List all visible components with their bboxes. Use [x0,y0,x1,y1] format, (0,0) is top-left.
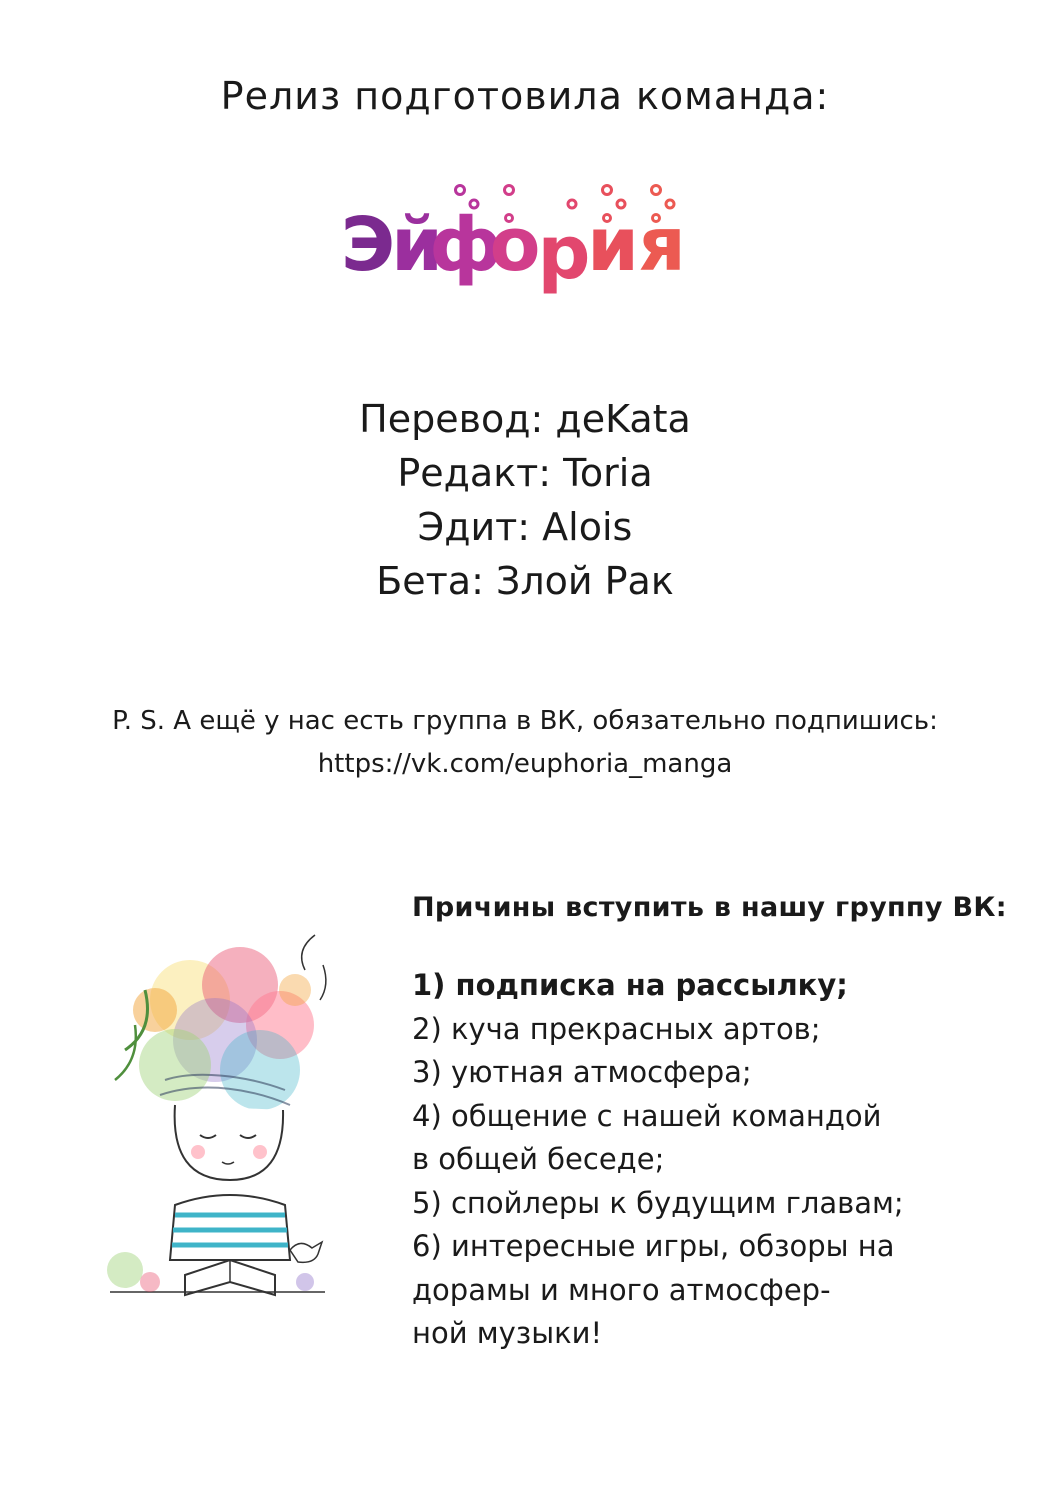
logo-letter: р [537,210,591,296]
logo-bubble [505,186,514,195]
credit-translation: Перевод: деKata [359,397,691,441]
reason-item: 5) спойлеры к будущим главам; [412,1185,904,1220]
reason-item: 3) уютная атмосфера; [412,1055,752,1089]
reason-item: дорамы и много атмосфер- [412,1272,831,1307]
ps-note [0,700,1050,786]
logo-bubble [568,200,576,208]
striped-shirt-icon [170,1195,290,1260]
credit-beta: Бета: Злой Рак [376,559,674,603]
logo-letter: ф [429,202,503,288]
floral-hair-icon [115,935,326,1110]
reason-item: ной музыки! [412,1316,603,1350]
credit-edit: Эдит: Alois [417,505,633,549]
logo-letter: о [489,202,541,288]
girl-face-icon [175,1105,283,1180]
logo-letter: й [391,202,443,288]
logo-bubble [603,186,612,195]
bird-icon [290,1242,322,1262]
logo-letter: и [587,202,639,288]
ps-text: P. S. А ещё у нас есть группа в ВК, обязательно подпишись: [112,706,938,736]
logo-bubble [456,186,465,195]
reason-item: 1) подписка на рассылку; [412,968,848,1002]
logo-bubble [652,186,661,195]
credit-editing: Редакт: Toria [397,451,653,495]
reasons-block [412,888,1022,1356]
girl-reading-illustration [95,930,340,1310]
euphoria-logo [340,170,710,310]
reasons-title: Причины вступить в нашу группу ВК: [412,892,1007,923]
reason-item: 4) общение с нашей командой [412,1098,882,1133]
release-heading: Релиз подготовила команда: [220,74,830,118]
credits-list [0,392,1050,608]
reason-item: в общей беседе; [412,1142,665,1176]
reason-item: 2) куча прекрасных артов; [412,1011,821,1046]
logo-letter: я [638,202,686,288]
reason-item: 6) интересные игры, обзоры на [412,1229,895,1263]
logo-letter: Э [340,202,396,288]
vk-group-link[interactable]: https://vk.com/euphoria_manga [317,749,733,779]
